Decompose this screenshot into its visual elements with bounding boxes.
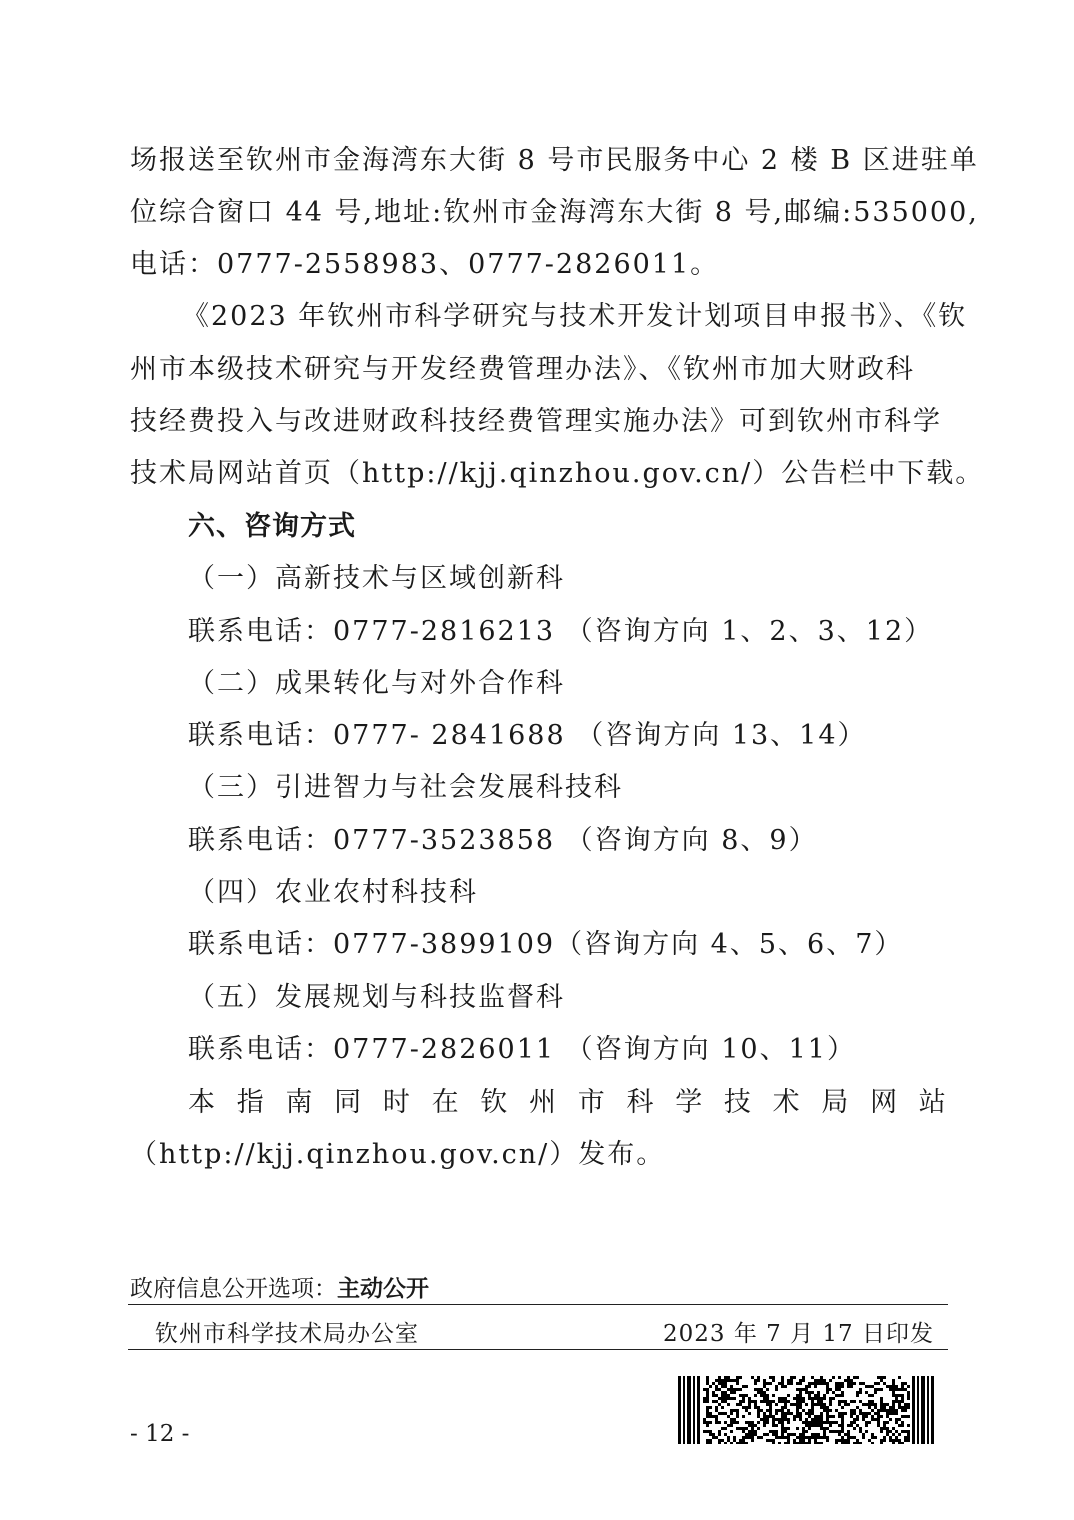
paragraph-line: 技术局网站首页（http://kjj.qinzhou.gov.cn/）公告栏中下载。 bbox=[130, 458, 985, 489]
section-heading: 六、咨询方式 bbox=[188, 511, 356, 542]
contact-phone: 联系电话：0777-2826011 （咨询方向 10、11） bbox=[188, 1034, 856, 1065]
disclosure-label: 政府信息公开选项： bbox=[130, 1276, 337, 1302]
contact-phone: 联系电话：0777-2816213 （咨询方向 1、2、3、12） bbox=[188, 616, 934, 647]
contact-phone: 联系电话：0777-3523858 （咨询方向 8、9） bbox=[188, 825, 818, 856]
paragraph-line: 场报送至钦州市金海湾东大街 8 号市民服务中心 2 楼 B 区进驻单 bbox=[130, 145, 979, 176]
closing-char: 本 bbox=[188, 1087, 215, 1118]
closing-char: 钦 bbox=[480, 1087, 508, 1118]
closing-char: 术 bbox=[772, 1087, 800, 1118]
footer-divider bbox=[128, 1304, 948, 1305]
closing-line bbox=[188, 1085, 946, 1121]
closing-char: 在 bbox=[431, 1087, 459, 1118]
contact-phone: 联系电话：0777-3899109（咨询方向 4、5、6、7） bbox=[188, 929, 904, 960]
page-number: - 12 - bbox=[130, 1421, 190, 1447]
disclosure-value: 主动公开 bbox=[337, 1276, 429, 1302]
paragraph-line: 电话：0777-2558983、0777-2826011。 bbox=[130, 249, 720, 280]
closing-char: 市 bbox=[577, 1087, 605, 1118]
closing-char: 指 bbox=[236, 1087, 264, 1118]
closing-char: 学 bbox=[675, 1087, 703, 1118]
department-name: （二）成果转化与对外合作科 bbox=[188, 668, 565, 699]
closing-char: 同 bbox=[334, 1087, 362, 1118]
department-name: （四）农业农村科技科 bbox=[188, 877, 478, 908]
closing-char: 南 bbox=[285, 1087, 313, 1118]
closing-char: 时 bbox=[382, 1087, 410, 1118]
paragraph-line: 州市本级技术研究与开发经费管理办法》、《钦州市加大财政科 bbox=[130, 354, 915, 385]
issue-date: 2023 年 7 月 17 日印发 bbox=[663, 1321, 934, 1347]
issuing-office: 钦州市科学技术局办公室 bbox=[155, 1321, 419, 1347]
department-name: （三）引进智力与社会发展科技科 bbox=[188, 772, 623, 803]
disclosure-option bbox=[130, 1273, 429, 1305]
closing-char: 站 bbox=[918, 1087, 946, 1118]
barcode-icon bbox=[678, 1376, 934, 1444]
department-name: （五）发展规划与科技监督科 bbox=[188, 982, 565, 1013]
closing-char: 网 bbox=[870, 1087, 898, 1118]
closing-char: 技 bbox=[723, 1087, 751, 1118]
closing-line-2: （http://kjj.qinzhou.gov.cn/）发布。 bbox=[130, 1139, 666, 1170]
paragraph-line: 《2023 年钦州市科学研究与技术开发计划项目申报书》、《钦 bbox=[182, 301, 968, 332]
footer-divider bbox=[128, 1349, 948, 1350]
closing-char: 州 bbox=[529, 1087, 557, 1118]
closing-char: 局 bbox=[821, 1087, 849, 1118]
paragraph-line: 位综合窗口 44 号,地址:钦州市金海湾东大街 8 号,邮编:535000, bbox=[130, 197, 979, 228]
department-name: （一）高新技术与区域创新科 bbox=[188, 563, 565, 594]
paragraph-line: 技经费投入与改进财政科技经费管理实施办法》可到钦州市科学 bbox=[130, 406, 942, 437]
contact-phone: 联系电话：0777- 2841688 （咨询方向 13、14） bbox=[188, 720, 867, 751]
closing-char: 科 bbox=[626, 1087, 654, 1118]
